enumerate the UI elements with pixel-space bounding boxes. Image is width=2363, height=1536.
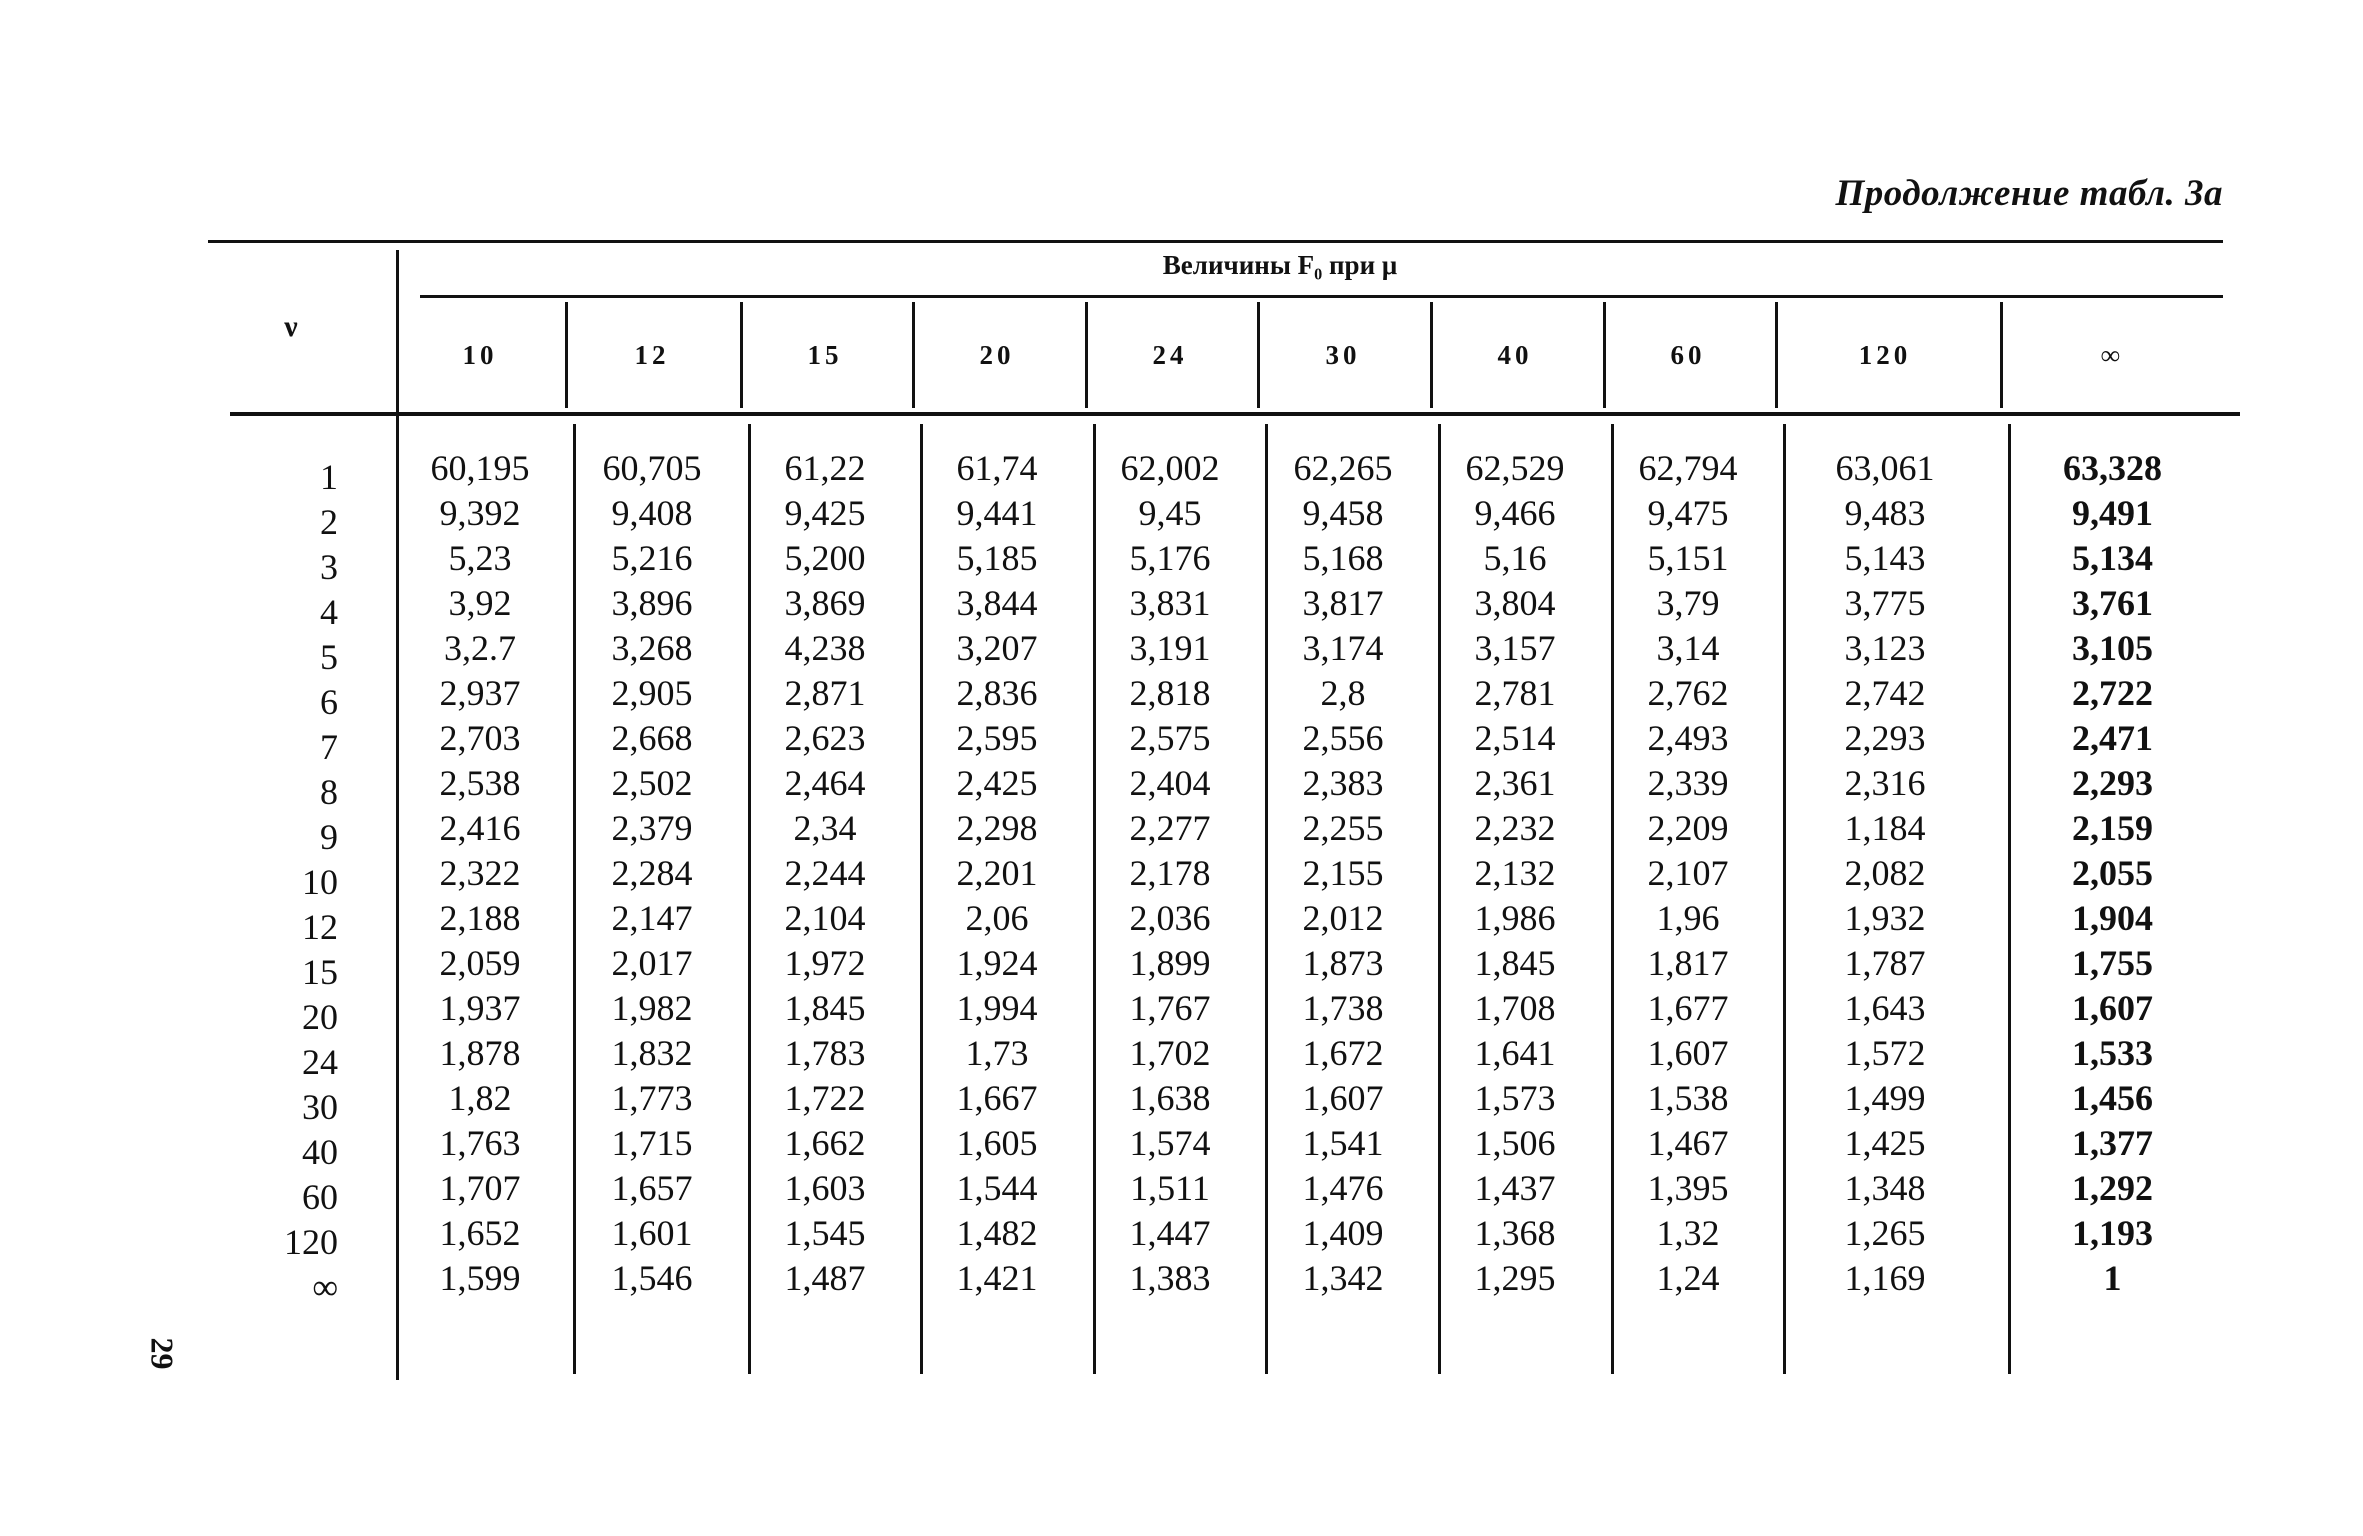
table-cell: 1,574 (1129, 1123, 1211, 1163)
table-cell: 3,896 (611, 583, 693, 623)
table-cell: 1,573 (1474, 1078, 1556, 1118)
table-cell: 2,132 (1474, 853, 1556, 893)
table-cell: 1,994 (956, 988, 1038, 1028)
table-cell: 5,134 (2072, 538, 2153, 578)
table-cell: 1,755 (2072, 943, 2153, 983)
table-cell: 1,643 (1844, 988, 1926, 1028)
column-header: 60 (1670, 340, 1706, 370)
row-label: 30 (302, 1087, 338, 1127)
table-cell: 2,277 (1129, 808, 1211, 848)
table-cell: 63,061 (1835, 448, 1935, 488)
table-cell: 1,605 (956, 1123, 1038, 1163)
table-cell: 2,361 (1474, 763, 1556, 803)
table-cell: 1,603 (784, 1168, 866, 1208)
table-cell: 2,404 (1129, 763, 1211, 803)
table-cell: 9,466 (1474, 493, 1556, 533)
column-divider (1783, 424, 1786, 1374)
table-cell: 1,342 (1302, 1258, 1384, 1298)
table-cell: 1,169 (1844, 1258, 1926, 1298)
table-cell: 1,904 (2072, 898, 2153, 938)
table-cell: 62,002 (1120, 448, 1220, 488)
table-cell: 2,668 (611, 718, 693, 758)
column-divider (2000, 302, 2003, 408)
table-cell: 1,73 (965, 1033, 1029, 1073)
row-label: 120 (284, 1222, 338, 1262)
data-column (1085, 446, 1255, 1301)
table-cell: 5,200 (784, 538, 866, 578)
table-caption: Продолжение табл. 3а (1835, 173, 2223, 214)
data-column (1775, 446, 1995, 1301)
table-cell: 1 (2103, 1258, 2122, 1298)
row-label: ∞ (312, 1267, 338, 1307)
table-cell: 5,16 (1483, 538, 1547, 578)
table-cell: 62,529 (1465, 448, 1565, 488)
column-header: 12 (634, 340, 670, 370)
table-cell: 1,708 (1474, 988, 1556, 1028)
table-cell: 1,425 (1844, 1123, 1926, 1163)
table-cell: 1,32 (1656, 1213, 1720, 1253)
row-label: 12 (302, 907, 338, 947)
table-cell: 1,295 (1474, 1258, 1556, 1298)
row-labels (268, 455, 352, 1310)
row-label: 40 (302, 1132, 338, 1172)
table-cell: 3,79 (1656, 583, 1720, 623)
table-cell: 1,383 (1129, 1258, 1211, 1298)
table-cell: 1,817 (1647, 943, 1729, 983)
table-cell: 1,456 (2072, 1078, 2153, 1118)
table-cell: 3,775 (1844, 583, 1926, 623)
data-column (2000, 446, 2225, 1301)
table-cell: 1,672 (1302, 1033, 1384, 1073)
table-cell: 3,831 (1129, 583, 1211, 623)
table-cell: 1,572 (1844, 1033, 1926, 1073)
table-cell: 1,599 (439, 1258, 521, 1298)
table-cell: 1,499 (1844, 1078, 1926, 1118)
table-cell: 2,017 (611, 943, 693, 983)
table-cell: 1,265 (1844, 1213, 1926, 1253)
table-cell: 2,623 (784, 718, 866, 758)
table-cell: 1,437 (1474, 1168, 1556, 1208)
table-cell: 2,255 (1302, 808, 1384, 848)
column-header: 120 (1858, 340, 1912, 370)
table-cell: 2,209 (1647, 808, 1729, 848)
table-cell: 1,482 (956, 1213, 1038, 1253)
row-label: 10 (302, 862, 338, 902)
table-cell: 2,416 (439, 808, 521, 848)
table-cell: 61,22 (784, 448, 866, 488)
table-cell: 1,982 (611, 988, 693, 1028)
group-header: Величины F₀ при μ (1162, 250, 1398, 280)
table-cell: 1,467 (1647, 1123, 1729, 1163)
table-divider (396, 250, 399, 1380)
table-cell: 2,188 (439, 898, 521, 938)
group-header-rule (420, 295, 2223, 298)
table-cell: 3,191 (1129, 628, 1211, 668)
table-cell: 2,293 (2072, 763, 2153, 803)
table-cell: 1,607 (1647, 1033, 1729, 1073)
column-divider (565, 302, 568, 408)
table-cell: 2,502 (611, 763, 693, 803)
row-header-nu: ν (284, 310, 298, 343)
table-cell: 1,607 (1302, 1078, 1384, 1118)
column-divider (740, 302, 743, 408)
table-cell: 1,395 (1647, 1168, 1729, 1208)
table-cell: 1,348 (1844, 1168, 1926, 1208)
column-divider (748, 424, 751, 1374)
table-cell: 60,705 (602, 448, 702, 488)
table-cell: 1,545 (784, 1213, 866, 1253)
data-column (1603, 446, 1773, 1301)
table-cell: 2,905 (611, 673, 693, 713)
table-cell: 1,368 (1474, 1213, 1556, 1253)
table-cell: 3,92 (448, 583, 512, 623)
table-cell: 1,707 (439, 1168, 521, 1208)
table-cell: 1,873 (1302, 943, 1384, 983)
table-cell: 2,298 (956, 808, 1038, 848)
table-cell: 1,878 (439, 1033, 521, 1073)
table-cell: 9,425 (784, 493, 866, 533)
table-cell: 9,408 (611, 493, 693, 533)
table-cell: 1,487 (784, 1258, 866, 1298)
column-header: 24 (1152, 340, 1188, 370)
row-label: 8 (320, 772, 338, 812)
data-column (1258, 446, 1428, 1301)
column-divider (1265, 424, 1268, 1374)
table-cell: 2,284 (611, 853, 693, 893)
table-cell: 2,316 (1844, 763, 1926, 803)
table-cell: 1,506 (1474, 1123, 1556, 1163)
table-cell: 1,763 (439, 1123, 521, 1163)
table-cell: 9,475 (1647, 493, 1729, 533)
table-cell: 62,265 (1293, 448, 1393, 488)
table-cell: 2,055 (2072, 853, 2153, 893)
table-cell: 9,483 (1844, 493, 1926, 533)
page-number: 29 (144, 1337, 181, 1370)
top-rule (208, 240, 2223, 243)
table-cell: 2,722 (2072, 673, 2153, 713)
table-cell: 9,392 (439, 493, 521, 533)
table-cell: 3,268 (611, 628, 693, 668)
table-cell: 3,105 (2072, 628, 2153, 668)
table-cell: 2,836 (956, 673, 1038, 713)
table-cell: 2,595 (956, 718, 1038, 758)
table-cell: 1,292 (2072, 1168, 2153, 1208)
table-cell: 2,322 (439, 853, 521, 893)
column-header: ∞ (2100, 340, 2125, 370)
table-cell: 2,147 (611, 898, 693, 938)
table-cell: 3,157 (1474, 628, 1556, 668)
row-label: 5 (320, 637, 338, 677)
table-cell: 2,178 (1129, 853, 1211, 893)
table-cell: 1,421 (956, 1258, 1038, 1298)
table-cell: 2,575 (1129, 718, 1211, 758)
table-cell: 2,036 (1129, 898, 1211, 938)
table-cell: 2,107 (1647, 853, 1729, 893)
row-label: 1 (320, 457, 338, 497)
table-cell: 2,493 (1647, 718, 1729, 758)
table-cell: 1,832 (611, 1033, 693, 1073)
table-cell: 2,244 (784, 853, 866, 893)
column-divider (1257, 302, 1260, 408)
table-cell: 5,168 (1302, 538, 1384, 578)
table-cell: 61,74 (956, 448, 1038, 488)
column-divider (1611, 424, 1614, 1374)
table-cell: 5,185 (956, 538, 1038, 578)
table-cell: 3,761 (2072, 583, 2153, 623)
table-cell: 63,328 (2063, 448, 2162, 488)
table-cell: 1,476 (1302, 1168, 1384, 1208)
table-cell: 2,818 (1129, 673, 1211, 713)
table-cell: 2,082 (1844, 853, 1926, 893)
table-cell: 3,844 (956, 583, 1038, 623)
column-header: 10 (462, 340, 498, 370)
table-cell: 2,762 (1647, 673, 1729, 713)
table-cell: 1,641 (1474, 1033, 1556, 1073)
table-cell: 1,409 (1302, 1213, 1384, 1253)
table-cell: 1,986 (1474, 898, 1556, 938)
row-label: 3 (320, 547, 338, 587)
table-cell: 2,703 (439, 718, 521, 758)
table-cell: 1,972 (784, 943, 866, 983)
table-cell: 1,377 (2072, 1123, 2153, 1163)
column-divider (1438, 424, 1441, 1374)
table-cell: 3,207 (956, 628, 1038, 668)
column-divider (573, 424, 576, 1374)
table-cell: 3,14 (1656, 628, 1720, 668)
row-label: 15 (302, 952, 338, 992)
table-cell: 3,2.7 (444, 628, 516, 668)
table-cell: 62,794 (1638, 448, 1738, 488)
table-cell: 1,773 (611, 1078, 693, 1118)
column-divider (912, 302, 915, 408)
table-cell: 2,937 (439, 673, 521, 713)
table-cell: 2,871 (784, 673, 866, 713)
table-cell: 2,464 (784, 763, 866, 803)
table-cell: 9,441 (956, 493, 1038, 533)
table-cell: 1,607 (2072, 988, 2153, 1028)
table-cell: 1,787 (1844, 943, 1926, 983)
table-cell: 1,932 (1844, 898, 1926, 938)
column-divider (1093, 424, 1096, 1374)
table-cell: 1,601 (611, 1213, 693, 1253)
table-cell: 3,817 (1302, 583, 1384, 623)
table-cell: 1,24 (1656, 1258, 1720, 1298)
table-cell: 2,059 (439, 943, 521, 983)
column-header: 30 (1325, 340, 1361, 370)
table-cell: 1,184 (1844, 808, 1926, 848)
table-cell: 1,638 (1129, 1078, 1211, 1118)
data-column (740, 446, 910, 1301)
row-label: 4 (320, 592, 338, 632)
table-cell: 1,715 (611, 1123, 693, 1163)
row-label: 2 (320, 502, 338, 542)
table-cell: 2,383 (1302, 763, 1384, 803)
table-cell: 1,544 (956, 1168, 1038, 1208)
column-header: 40 (1497, 340, 1533, 370)
data-column (912, 446, 1082, 1301)
table-cell: 2,742 (1844, 673, 1926, 713)
column-header: 20 (979, 340, 1015, 370)
table-cell: 5,143 (1844, 538, 1926, 578)
table-cell: 2,556 (1302, 718, 1384, 758)
table-cell: 1,937 (439, 988, 521, 1028)
table-cell: 2,8 (1320, 673, 1366, 713)
table-cell: 9,491 (2072, 493, 2153, 533)
table-cell: 1,845 (1474, 943, 1556, 983)
table-cell: 9,45 (1138, 493, 1202, 533)
table-cell: 2,104 (784, 898, 866, 938)
column-header: 15 (807, 340, 843, 370)
column-divider (920, 424, 923, 1374)
column-divider (1603, 302, 1606, 408)
table-cell: 1,924 (956, 943, 1038, 983)
data-column (567, 446, 737, 1301)
table-cell: 1,738 (1302, 988, 1384, 1028)
row-label: 20 (302, 997, 338, 1037)
table-cell: 2,514 (1474, 718, 1556, 758)
table-cell: 1,702 (1129, 1033, 1211, 1073)
data-column (1430, 446, 1600, 1301)
table-cell: 2,425 (956, 763, 1038, 803)
column-divider (1085, 302, 1088, 408)
table-cell: 2,232 (1474, 808, 1556, 848)
row-label: 6 (320, 682, 338, 722)
table-cell: 9,458 (1302, 493, 1384, 533)
table-cell: 1,538 (1647, 1078, 1729, 1118)
table-cell: 1,767 (1129, 988, 1211, 1028)
table-cell: 5,23 (448, 538, 512, 578)
table-cell: 1,783 (784, 1033, 866, 1073)
row-label: 9 (320, 817, 338, 857)
column-divider (1430, 302, 1433, 408)
row-label: 60 (302, 1177, 338, 1217)
table-cell: 1,546 (611, 1258, 693, 1298)
row-label: 24 (302, 1042, 338, 1082)
table-cell: 1,899 (1129, 943, 1211, 983)
table-cell: 2,201 (956, 853, 1038, 893)
table-cell: 1,193 (2072, 1213, 2153, 1253)
table-cell: 2,339 (1647, 763, 1729, 803)
table-cell: 1,652 (439, 1213, 521, 1253)
table-cell: 3,174 (1302, 628, 1384, 668)
table-cell: 3,804 (1474, 583, 1556, 623)
table-cell: 2,293 (1844, 718, 1926, 758)
table-cell: 1,541 (1302, 1123, 1384, 1163)
table-cell: 60,195 (430, 448, 530, 488)
table-cell: 3,123 (1844, 628, 1926, 668)
row-label: 7 (320, 727, 338, 767)
table-cell: 2,06 (965, 898, 1029, 938)
table-cell: 1,533 (2072, 1033, 2153, 1073)
table-cell: 4,238 (784, 628, 866, 668)
table-cell: 1,677 (1647, 988, 1729, 1028)
table-cell: 1,96 (1656, 898, 1720, 938)
data-column (395, 446, 565, 1301)
table-cell: 1,82 (448, 1078, 512, 1118)
table-cell: 2,34 (793, 808, 857, 848)
header-bottom-rule (230, 412, 2240, 416)
table-cell: 2,159 (2072, 808, 2153, 848)
table-cell: 2,471 (2072, 718, 2153, 758)
table-cell: 2,538 (439, 763, 521, 803)
table-cell: 1,511 (1130, 1168, 1210, 1208)
table-cell: 2,379 (611, 808, 693, 848)
table-cell: 5,151 (1647, 538, 1729, 578)
table-cell: 5,216 (611, 538, 693, 578)
table-cell: 1,447 (1129, 1213, 1211, 1253)
table-cell: 5,176 (1129, 538, 1211, 578)
table-cell: 2,781 (1474, 673, 1556, 713)
table-cell: 1,662 (784, 1123, 866, 1163)
table-cell: 1,845 (784, 988, 866, 1028)
column-divider (2008, 424, 2011, 1374)
table-cell: 2,155 (1302, 853, 1384, 893)
table-cell: 1,657 (611, 1168, 693, 1208)
table-cell: 1,667 (956, 1078, 1038, 1118)
table-cell: 1,722 (784, 1078, 866, 1118)
column-divider (1775, 302, 1778, 408)
table-cell: 3,869 (784, 583, 866, 623)
table-cell: 2,012 (1302, 898, 1384, 938)
